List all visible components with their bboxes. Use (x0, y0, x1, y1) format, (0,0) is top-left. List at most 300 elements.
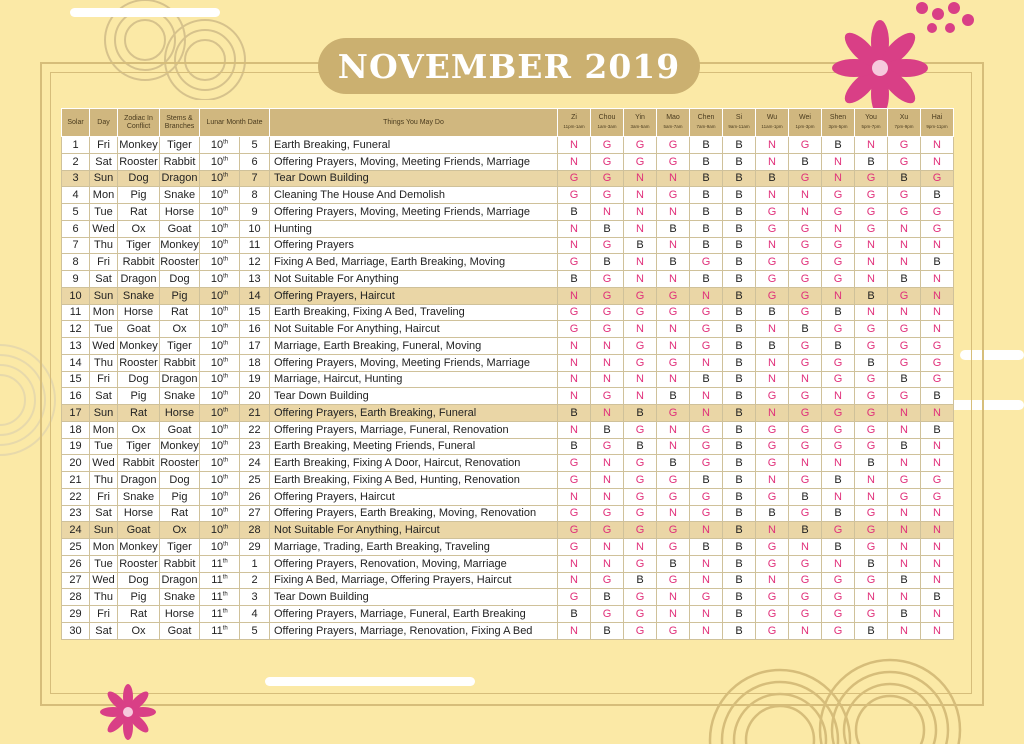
hour-rating-wei: G (789, 304, 822, 321)
solar-date: 4 (62, 187, 90, 204)
zodiac-conflict: Dragon (118, 472, 160, 489)
lunar-date: 18 (240, 354, 270, 371)
weekday: Sat (90, 622, 118, 639)
lunar-month (200, 354, 240, 371)
hour-rating-you: N (855, 472, 888, 489)
hour-rating-wu: G (756, 622, 789, 639)
lunar-date: 5 (240, 137, 270, 154)
hour-rating-chou: B (591, 622, 624, 639)
hour-rating-xu: G (888, 388, 921, 405)
zodiac-conflict: Rooster (118, 153, 160, 170)
hour-time: 5pm-7pm (861, 124, 881, 129)
hour-rating-wu: G (756, 455, 789, 472)
solar-date: 24 (62, 522, 90, 539)
hour-rating-you: N (855, 254, 888, 271)
stems-branches: Tiger (160, 539, 200, 556)
lunar-date: 15 (240, 304, 270, 321)
lunar-month-number: 11 (211, 607, 223, 620)
hour-rating-hai: N (921, 287, 954, 304)
hour-rating-mao: G (657, 137, 690, 154)
lunar-date: 21 (240, 405, 270, 422)
table-row (62, 204, 954, 221)
things-to-do: Offering Prayers, Moving, Meeting Friends, Marriage (270, 153, 558, 170)
hour-rating-chou: G (591, 438, 624, 455)
hour-rating-chen: B (690, 137, 723, 154)
hour-rating-wu: N (756, 522, 789, 539)
weekday: Wed (90, 572, 118, 589)
hour-rating-yin: B (624, 438, 657, 455)
zodiac-conflict: Rooster (118, 555, 160, 572)
header-stems: Stems & Branches (160, 109, 200, 137)
hour-rating-shen: B (822, 304, 855, 321)
solar-date: 5 (62, 204, 90, 221)
stems-branches: Snake (160, 187, 200, 204)
hour-rating-si: B (723, 371, 756, 388)
hour-rating-wu: G (756, 204, 789, 221)
stems-branches: Horse (160, 204, 200, 221)
lunar-month (200, 405, 240, 422)
lunar-month (200, 220, 240, 237)
hour-rating-hai: N (921, 522, 954, 539)
hour-rating-chou: G (591, 572, 624, 589)
hour-rating-wei: B (789, 522, 822, 539)
hour-rating-chen: B (690, 220, 723, 237)
zodiac-conflict: Dog (118, 170, 160, 187)
lunar-month (200, 505, 240, 522)
hour-rating-si: B (723, 522, 756, 539)
hour-rating-wu: G (756, 220, 789, 237)
lunar-month-number: 10 (210, 540, 224, 553)
lunar-month-number: 11 (211, 591, 223, 604)
lunar-date: 2 (240, 572, 270, 589)
lunar-month-number: 10 (210, 473, 224, 486)
lunar-date: 3 (240, 589, 270, 606)
hour-name: Zi (571, 114, 577, 121)
lunar-month-number: 11 (211, 574, 223, 587)
hour-rating-wei: B (789, 321, 822, 338)
hour-time: 3am-5am (630, 124, 650, 129)
ordinal-suffix: th (223, 189, 229, 196)
hour-rating-chen: B (690, 170, 723, 187)
hour-rating-chou: G (591, 505, 624, 522)
zodiac-conflict: Horse (118, 304, 160, 321)
hour-rating-chou: B (591, 421, 624, 438)
lunar-date: 28 (240, 522, 270, 539)
page-title: NOVEMBER 2019 (318, 38, 700, 94)
solar-date: 25 (62, 539, 90, 556)
hour-rating-mao: N (657, 589, 690, 606)
lunar-date: 23 (240, 438, 270, 455)
hour-rating-chen: N (690, 388, 723, 405)
hour-rating-zi: G (558, 455, 591, 472)
hour-rating-chou: G (591, 153, 624, 170)
hour-rating-si: B (723, 271, 756, 288)
hour-rating-you: G (855, 204, 888, 221)
ordinal-suffix: th (223, 440, 229, 447)
hour-rating-yin: G (624, 354, 657, 371)
things-to-do: Not Suitable For Anything (270, 271, 558, 288)
zodiac-conflict: Tiger (118, 237, 160, 254)
hour-name: Yin (635, 114, 645, 121)
stems-branches: Rat (160, 505, 200, 522)
hour-rating-hai: N (921, 438, 954, 455)
hour-rating-shen: G (822, 572, 855, 589)
lunar-month-number: 10 (210, 507, 224, 520)
hour-rating-wu: G (756, 606, 789, 623)
lunar-date: 19 (240, 371, 270, 388)
lunar-month (200, 254, 240, 271)
table-row (62, 271, 954, 288)
hour-rating-wu: B (756, 304, 789, 321)
ordinal-suffix: th (223, 356, 229, 363)
lunar-month (200, 287, 240, 304)
weekday: Tue (90, 321, 118, 338)
hour-rating-chou: N (591, 204, 624, 221)
lunar-month (200, 472, 240, 489)
lunar-month-number: 10 (210, 138, 224, 151)
weekday: Mon (90, 421, 118, 438)
hour-rating-wu: G (756, 488, 789, 505)
hour-rating-you: B (855, 455, 888, 472)
hour-rating-zi: G (558, 321, 591, 338)
stems-branches: Dragon (160, 371, 200, 388)
hour-time: 7am-9am (696, 124, 716, 129)
hour-name: Si (735, 114, 743, 121)
hour-rating-yin: B (624, 405, 657, 422)
header-day: Day (90, 109, 118, 137)
stems-branches: Goat (160, 220, 200, 237)
hour-rating-hai: N (921, 539, 954, 556)
hour-rating-hai: G (921, 488, 954, 505)
lunar-month-number: 10 (210, 239, 224, 252)
table-row (62, 321, 954, 338)
hour-rating-chen: G (690, 254, 723, 271)
lunar-date: 12 (240, 254, 270, 271)
hour-rating-xu: B (888, 170, 921, 187)
hour-rating-si: B (723, 488, 756, 505)
lunar-month (200, 421, 240, 438)
header-hour-xu (888, 109, 921, 137)
lunar-date: 17 (240, 338, 270, 355)
hour-rating-zi: G (558, 187, 591, 204)
hour-rating-si: B (723, 622, 756, 639)
hour-rating-mao: N (657, 204, 690, 221)
hour-rating-you: G (855, 572, 888, 589)
ordinal-suffix: th (223, 490, 229, 497)
hour-rating-yin: G (624, 455, 657, 472)
hour-rating-yin: G (624, 488, 657, 505)
hour-rating-yin: G (624, 287, 657, 304)
things-to-do: Earth Breaking, Funeral (270, 137, 558, 154)
weekday: Thu (90, 472, 118, 489)
ordinal-suffix: th (223, 457, 229, 464)
hour-rating-zi: N (558, 338, 591, 355)
hour-rating-wu: N (756, 572, 789, 589)
table-row (62, 589, 954, 606)
hour-rating-shen: G (822, 204, 855, 221)
hour-rating-wei: G (789, 438, 822, 455)
solar-date: 30 (62, 622, 90, 639)
lunar-month-number: 10 (210, 155, 224, 168)
hour-rating-you: B (855, 153, 888, 170)
hour-rating-hai: N (921, 271, 954, 288)
hour-rating-chen: N (690, 405, 723, 422)
hour-rating-xu: N (888, 539, 921, 556)
hour-rating-mao: G (657, 622, 690, 639)
hour-rating-wei: G (789, 589, 822, 606)
hour-rating-hai: G (921, 220, 954, 237)
hour-rating-you: G (855, 405, 888, 422)
weekday: Wed (90, 455, 118, 472)
hour-rating-wu: N (756, 472, 789, 489)
hour-rating-shen: N (822, 287, 855, 304)
ordinal-suffix: th (222, 608, 228, 615)
zodiac-conflict: Rat (118, 405, 160, 422)
hour-rating-hai: G (921, 371, 954, 388)
hour-rating-chen: N (690, 606, 723, 623)
hour-rating-you: B (855, 287, 888, 304)
things-to-do: Offering Prayers, Haircut (270, 287, 558, 304)
lunar-month (200, 589, 240, 606)
hour-rating-shen: B (822, 539, 855, 556)
weekday: Tue (90, 204, 118, 221)
hour-rating-wu: B (756, 170, 789, 187)
hour-rating-xu: G (888, 472, 921, 489)
hour-rating-yin: G (624, 137, 657, 154)
hour-rating-wei: G (789, 338, 822, 355)
hour-rating-xu: B (888, 371, 921, 388)
header-solar: Solar (62, 109, 90, 137)
zodiac-conflict: Monkey (118, 137, 160, 154)
hour-rating-wu: N (756, 237, 789, 254)
hour-rating-wu: B (756, 505, 789, 522)
stems-branches: Goat (160, 421, 200, 438)
hour-rating-you: N (855, 488, 888, 505)
solar-date: 29 (62, 606, 90, 623)
hour-time: 9pm-11pm (926, 124, 948, 129)
hour-rating-wei: G (789, 388, 822, 405)
zodiac-conflict: Ox (118, 220, 160, 237)
lunar-month (200, 137, 240, 154)
things-to-do: Fixing A Bed, Marriage, Earth Breaking, Moving (270, 254, 558, 271)
hour-rating-chou: G (591, 522, 624, 539)
hour-rating-zi: B (558, 405, 591, 422)
hour-rating-hai: B (921, 589, 954, 606)
weekday: Fri (90, 137, 118, 154)
hour-rating-xu: G (888, 187, 921, 204)
lunar-month-number: 10 (210, 406, 224, 419)
hour-rating-xu: B (888, 271, 921, 288)
zodiac-conflict: Horse (118, 505, 160, 522)
lunar-month-number: 11 (211, 624, 223, 637)
hour-rating-hai: N (921, 606, 954, 623)
hour-rating-shen: B (822, 137, 855, 154)
zodiac-conflict: Rabbit (118, 455, 160, 472)
hour-rating-mao: G (657, 572, 690, 589)
things-to-do: Offering Prayers, Renovation, Moving, Marriage (270, 555, 558, 572)
lunar-month (200, 153, 240, 170)
lunar-date: 10 (240, 220, 270, 237)
hour-rating-shen: G (822, 254, 855, 271)
hour-rating-zi: B (558, 204, 591, 221)
hour-rating-you: G (855, 539, 888, 556)
hour-rating-chen: N (690, 287, 723, 304)
zodiac-conflict: Ox (118, 421, 160, 438)
hour-rating-si: B (723, 153, 756, 170)
weekday: Thu (90, 589, 118, 606)
hour-rating-chou: N (591, 354, 624, 371)
things-to-do: Offering Prayers, Moving, Meeting Friends, Marriage (270, 354, 558, 371)
lunar-date: 26 (240, 488, 270, 505)
lunar-month (200, 438, 240, 455)
hour-rating-shen: N (822, 555, 855, 572)
things-to-do: Tear Down Building (270, 589, 558, 606)
ordinal-suffix: th (222, 591, 228, 598)
solar-date: 8 (62, 254, 90, 271)
hour-rating-hai: N (921, 505, 954, 522)
hour-rating-si: B (723, 237, 756, 254)
solar-date: 3 (62, 170, 90, 187)
weekday: Fri (90, 371, 118, 388)
things-to-do: Hunting (270, 220, 558, 237)
hour-rating-mao: B (657, 220, 690, 237)
zodiac-conflict: Snake (118, 488, 160, 505)
table-row (62, 237, 954, 254)
hour-time: 9am-11am (728, 124, 750, 129)
hour-rating-si: B (723, 204, 756, 221)
hour-rating-si: B (723, 254, 756, 271)
lunar-date: 14 (240, 287, 270, 304)
things-to-do: Marriage, Earth Breaking, Funeral, Moving (270, 338, 558, 355)
hour-rating-hai: G (921, 354, 954, 371)
things-to-do: Earth Breaking, Fixing A Bed, Hunting, Renovation (270, 472, 558, 489)
hour-rating-shen: G (822, 606, 855, 623)
stems-branches: Rabbit (160, 354, 200, 371)
hour-rating-wu: N (756, 321, 789, 338)
hour-rating-chou: N (591, 488, 624, 505)
hour-rating-hai: N (921, 405, 954, 422)
hour-rating-yin: B (624, 572, 657, 589)
table-row (62, 505, 954, 522)
hour-rating-shen: G (822, 237, 855, 254)
solar-date: 10 (62, 287, 90, 304)
hour-rating-wu: G (756, 539, 789, 556)
lunar-month (200, 304, 240, 321)
hour-rating-shen: G (822, 321, 855, 338)
hour-rating-shen: G (822, 421, 855, 438)
solar-date: 7 (62, 237, 90, 254)
table-row (62, 488, 954, 505)
lunar-month-number: 10 (210, 423, 224, 436)
hour-rating-yin: G (624, 522, 657, 539)
hour-rating-shen: N (822, 455, 855, 472)
weekday: Fri (90, 254, 118, 271)
hour-rating-yin: N (624, 321, 657, 338)
solar-date: 6 (62, 220, 90, 237)
hour-rating-shen: G (822, 271, 855, 288)
hour-rating-chou: G (591, 137, 624, 154)
hour-rating-yin: G (624, 304, 657, 321)
things-to-do: Fixing A Bed, Marriage, Offering Prayers, Haircut (270, 572, 558, 589)
hour-rating-chen: G (690, 438, 723, 455)
hour-rating-shen: G (822, 622, 855, 639)
lunar-month (200, 606, 240, 623)
hour-rating-yin: G (624, 338, 657, 355)
lunar-month (200, 622, 240, 639)
table-row (62, 472, 954, 489)
things-to-do: Offering Prayers, Moving, Meeting Friends, Marriage (270, 204, 558, 221)
things-to-do: Earth Breaking, Fixing A Door, Haircut, Renovation (270, 455, 558, 472)
hour-rating-hai: N (921, 321, 954, 338)
hour-rating-chen: G (690, 455, 723, 472)
solar-date: 26 (62, 555, 90, 572)
zodiac-conflict: Monkey (118, 539, 160, 556)
weekday: Sat (90, 505, 118, 522)
hour-rating-wu: G (756, 287, 789, 304)
hour-rating-chen: N (690, 522, 723, 539)
hour-rating-chen: B (690, 153, 723, 170)
stems-branches: Snake (160, 589, 200, 606)
table-row (62, 539, 954, 556)
table-header (62, 109, 954, 137)
hour-rating-zi: G (558, 472, 591, 489)
lunar-month-number: 10 (210, 490, 224, 503)
hour-rating-zi: N (558, 622, 591, 639)
hour-rating-shen: N (822, 153, 855, 170)
hour-rating-chen: B (690, 237, 723, 254)
hour-rating-mao: G (657, 153, 690, 170)
hour-rating-si: B (723, 304, 756, 321)
lunar-month (200, 204, 240, 221)
hour-rating-zi: N (558, 287, 591, 304)
hour-rating-mao: N (657, 371, 690, 388)
hour-rating-hai: G (921, 204, 954, 221)
ordinal-suffix: th (223, 340, 229, 347)
hour-rating-hai: N (921, 137, 954, 154)
hour-name: Hai (931, 114, 943, 121)
things-to-do: Not Suitable For Anything, Haircut (270, 321, 558, 338)
lunar-date: 1 (240, 555, 270, 572)
hour-rating-wei: G (789, 354, 822, 371)
hour-rating-zi: G (558, 539, 591, 556)
things-to-do: Offering Prayers (270, 237, 558, 254)
hour-rating-zi: G (558, 589, 591, 606)
hour-rating-xu: N (888, 421, 921, 438)
hour-rating-xu: G (888, 137, 921, 154)
hour-rating-zi: N (558, 572, 591, 589)
hour-rating-wei: G (789, 170, 822, 187)
hour-rating-you: B (855, 555, 888, 572)
hour-rating-chen: B (690, 472, 723, 489)
hour-rating-xu: N (888, 237, 921, 254)
ordinal-suffix: th (223, 373, 229, 380)
hour-rating-yin: B (624, 237, 657, 254)
header-hour-chou (591, 109, 624, 137)
hour-rating-si: B (723, 555, 756, 572)
hour-rating-shen: G (822, 405, 855, 422)
hour-time: 3pm-5pm (828, 124, 848, 129)
cloud-stripe-top (70, 8, 220, 17)
hour-rating-shen: N (822, 488, 855, 505)
hour-rating-mao: G (657, 354, 690, 371)
lunar-month (200, 237, 240, 254)
header-hour-yin (624, 109, 657, 137)
hour-rating-zi: B (558, 271, 591, 288)
hour-rating-xu: N (888, 220, 921, 237)
weekday: Wed (90, 220, 118, 237)
hour-rating-chou: G (591, 271, 624, 288)
hour-rating-chou: B (591, 254, 624, 271)
